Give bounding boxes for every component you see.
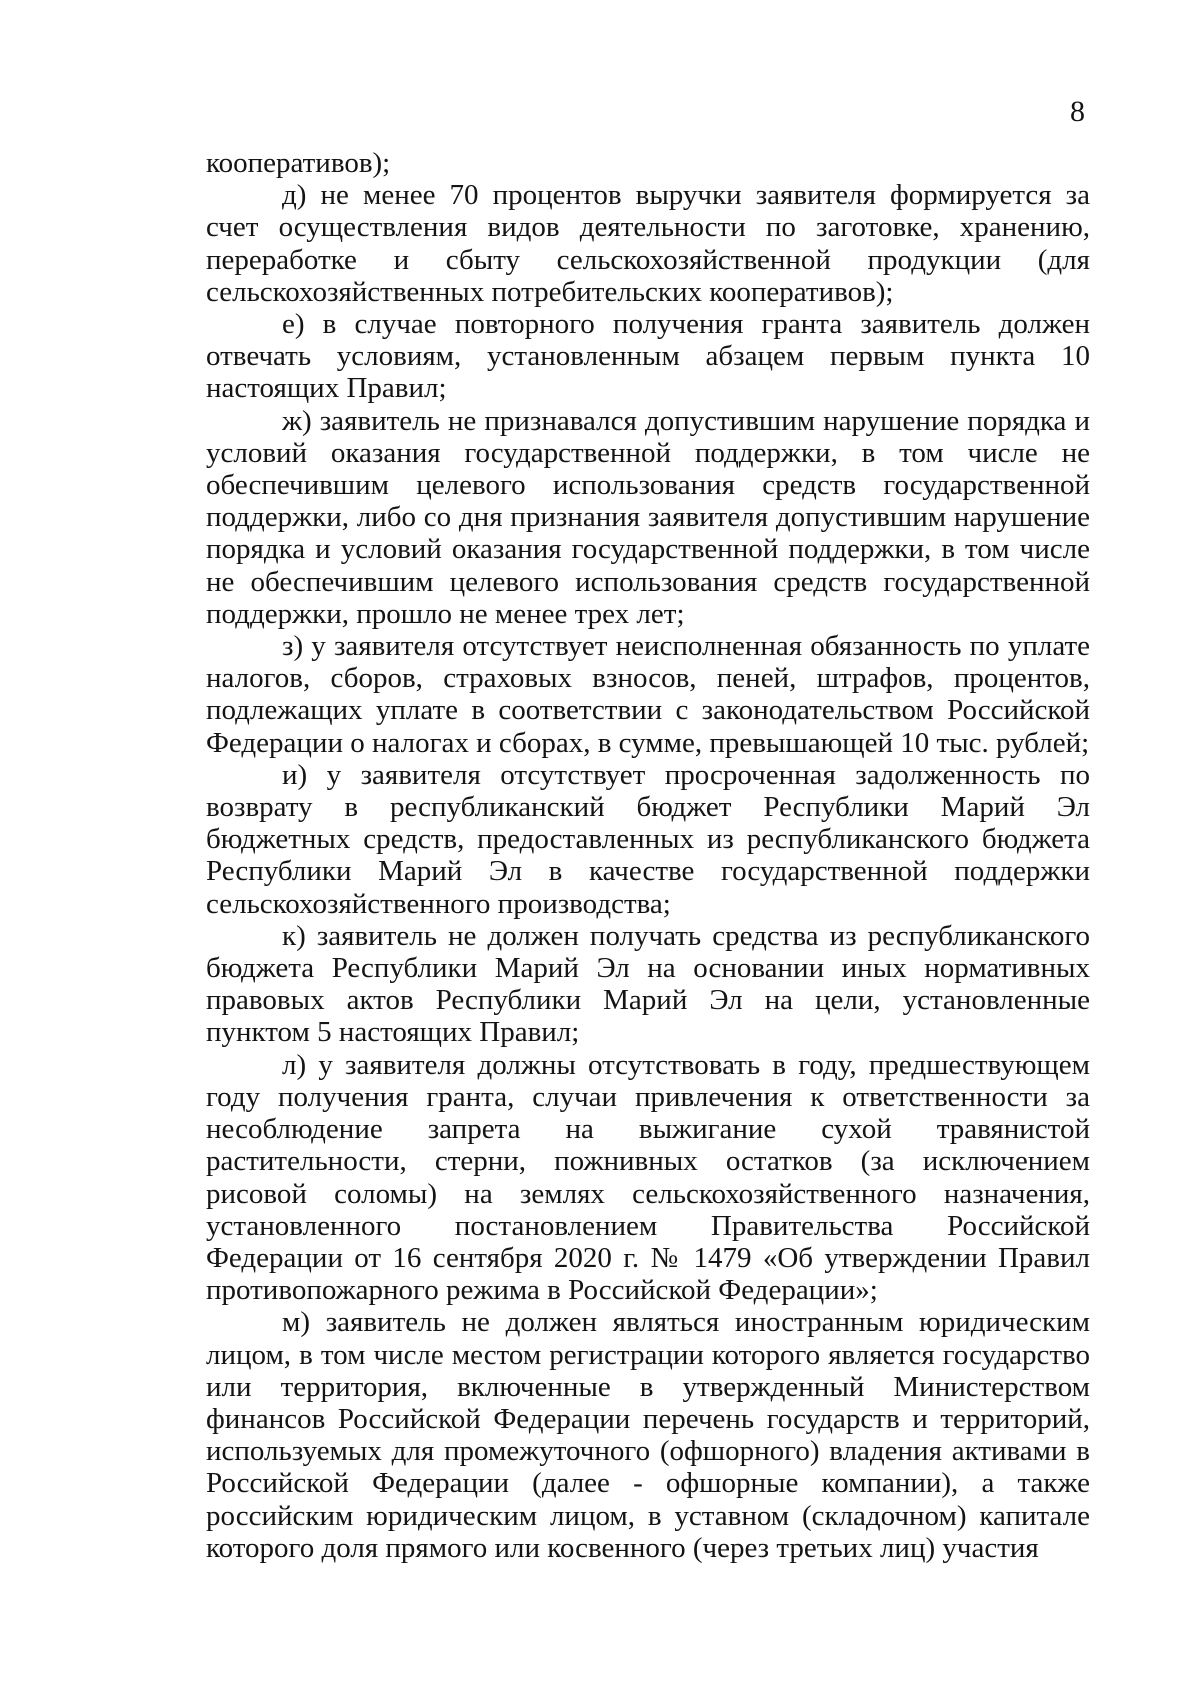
- paragraph-item-z: з) у заявителя отсутствует неисполненная обязанность по уплате налогов, сборов, страховых взносов, пеней, штрафов, процентов, подлежащих уплате в соответствии с законодательством Российской Федерации о налогах и сборах, в сумме, превышающей 10 тыс. рублей;: [206, 630, 1090, 759]
- paragraph-item-zh: ж) заявитель не признавался допустившим нарушение порядка и условий оказания государственной поддержки, в том числе не обеспечившим целевого использования средств государственной поддержки, либо со дня признания заявителя допустившим нарушение порядка и условий оказания государственной поддержки, в том числе не обеспечившим целевого использования средств государственной поддержки, прошло не менее трех лет;: [206, 404, 1090, 630]
- paragraph-item-m: м) заявитель не должен являться иностранным юридическим лицом, в том числе местом регистрации которого является государство или территория, включенные в утвержденный Министерством финансов Российской Федерации перечень государств и территорий, используемых для промежуточного (офшорного) владения активами в Российской Федерации (далее - офшорные компании), а также российским юридическим лицом, в уставном (складочном) капитале которого доля прямого или косвенного (через третьих лиц) участия: [206, 1306, 1090, 1564]
- paragraph-continuation: кооперативов);: [206, 147, 391, 179]
- page-number: 8: [1070, 95, 1085, 128]
- paragraph-item-e: е) в случае повторного получения гранта заявитель должен отвечать условиям, установленным абзацем первым пункта 10 настоящих Правил;: [206, 308, 1090, 405]
- paragraph-item-d: д) не менее 70 процентов выручки заявителя формируется за счет осуществления видов деятельности по заготовке, хранению, переработке и сбыту сельскохозяйственной продукции (для сельскохозяйственных потребительских кооперативов);: [206, 179, 1090, 308]
- body-text: [206, 147, 1090, 1564]
- paragraph-item-l: л) у заявителя должны отсутствовать в году, предшествующем году получения гранта, случаи привлечения к ответственности за несоблюдение запрета на выжигание сухой травянистой растительности, стерни, пожнивных остатков (за исключением рисовой соломы) на землях сельскохозяйственного назначения, установленного постановлением Правительства Российской Федерации от 16 сентября 2020 г. № 1479 «Об утверждении Правил противопожарного режима в Российской Федерации»;: [206, 1048, 1090, 1307]
- paragraph-item-k: к) заявитель не должен получать средства из республиканского бюджета Республики Марий Эл на основании иных нормативных правовых актов Республики Марий Эл на цели, установленные пунктом 5 настоящих Правил;: [206, 919, 1090, 1049]
- paragraph-item-i: и) у заявителя отсутствует просроченная задолженность по возврату в республиканский бюджет Республики Марий Эл бюджетных средств, предоставленных из республиканского бюджета Республики Марий Эл в качестве государственной поддержки сельскохозяйственного производства;: [206, 758, 1090, 920]
